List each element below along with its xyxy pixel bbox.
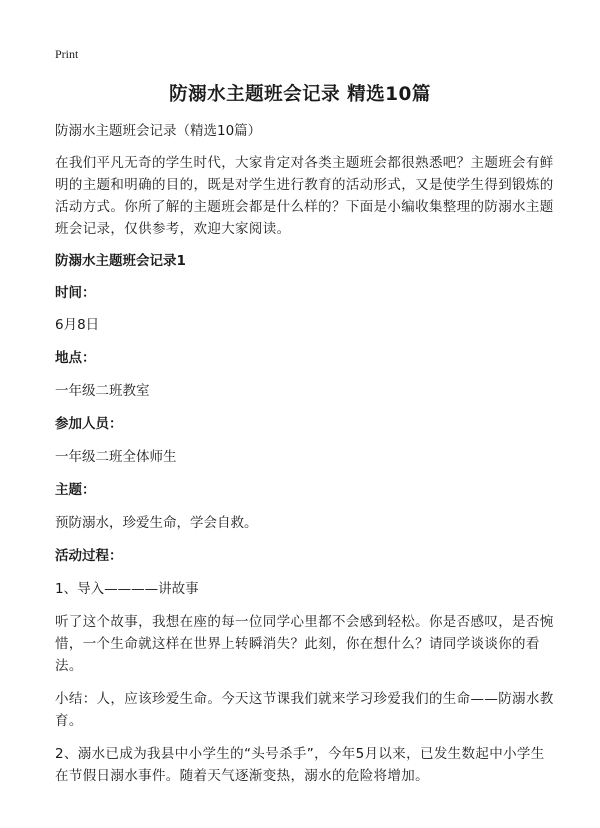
document-subtitle: 防溺水主题班会记录（精选10篇）: [55, 123, 262, 139]
page-title: 防溺水主题班会记录 精选10篇: [169, 84, 431, 105]
story-paragraph: 听了这个故事，我想在座的每一位同学心里都不会感到轻松。你是否感叹，是否惋惜，一个生命就这样在世界上转瞬消失？此刻，你在想什么？请同学谈谈你的看法。: [55, 614, 554, 674]
time-value: 6月8日: [55, 317, 100, 333]
step-1: 1、导入————讲故事: [55, 581, 199, 597]
step-2-paragraph: 2、溺水已成为我县中小学生的“头号杀手”，今年5月以来，已发生数起中小学生在节假日溺水事件。随着天气逐渐变热，溺水的危险将增加。: [55, 746, 545, 784]
section-heading: 防溺水主题班会记录1: [55, 253, 186, 269]
summary-paragraph: 小结：人，应该珍爱生命。今天这节课我们就来学习珍爱我们的生命——防溺水教育。: [55, 691, 554, 729]
document-body: [55, 120, 555, 787]
time-label: 时间：: [55, 285, 96, 301]
theme-value: 预防溺水，珍爱生命，学会自救。: [55, 515, 258, 531]
location-value: 一年级二班教室: [55, 383, 150, 399]
theme-label: 主题：: [55, 482, 96, 498]
process-label: 活动过程：: [55, 548, 123, 564]
participants-label: 参加人员：: [55, 416, 123, 432]
intro-paragraph: 在我们平凡无奇的学生时代，大家肯定对各类主题班会都很熟悉吧？主题班会有鲜明的主题和明确的目的，既是对学生进行教育的活动形式，又是使学生得到锻炼的活动方式。你所了解的主题班会都是什么样的？下面是小编收集整理的防溺水主题班会记录，仅供参考，欢迎大家阅读。: [55, 155, 554, 237]
print-link[interactable]: Print: [55, 47, 79, 61]
location-label: 地点：: [55, 350, 96, 366]
participants-value: 一年级二班全体师生: [55, 449, 177, 465]
